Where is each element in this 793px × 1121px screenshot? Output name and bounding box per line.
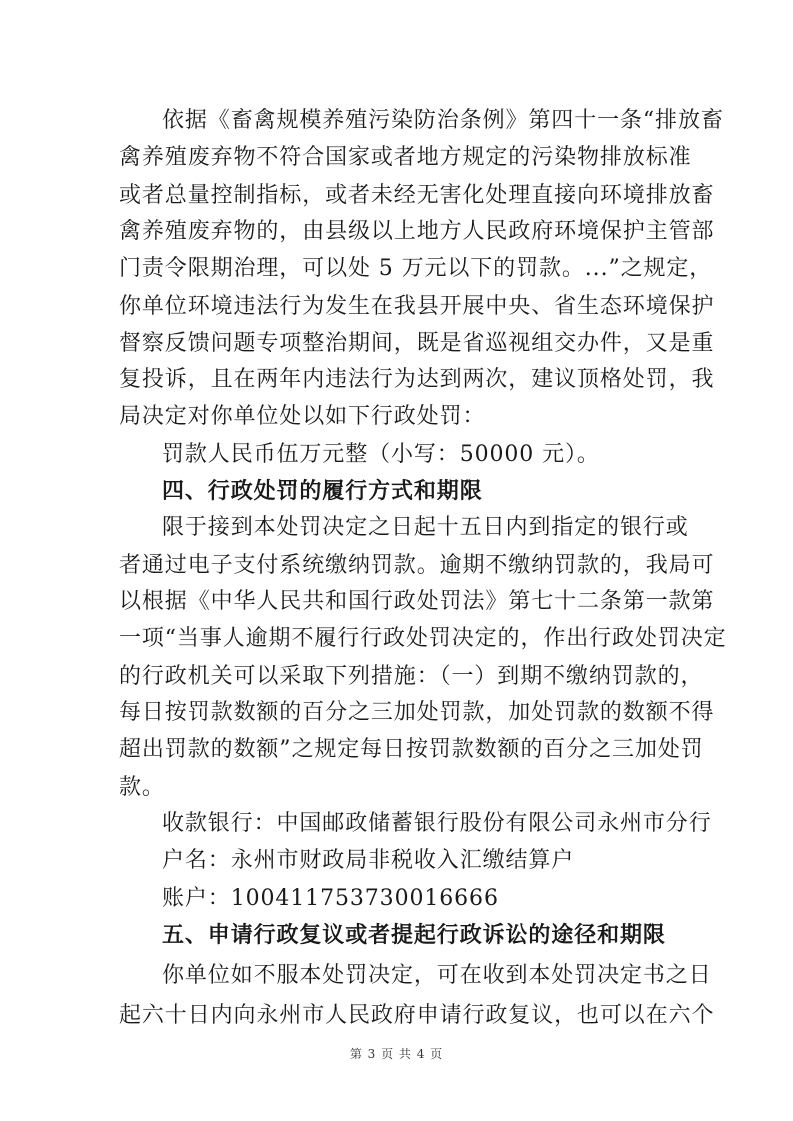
paragraph-line: 限于接到本处罚决定之日起十五日内到指定的银行或 [162, 515, 689, 540]
paragraph-line: 禽养殖废弃物的，由县级以上地方人民政府环境保护主管部 [119, 219, 715, 244]
paragraph-line: 超出罚款的数额”之规定每日按罚款数额的百分之三加处罚 [119, 737, 704, 762]
account-name-line: 户名：永州市财政局非税收入汇缴结算户 [162, 848, 575, 873]
section-heading-5: 五、申请行政复议或者提起行政诉讼的途径和期限 [162, 922, 666, 948]
paragraph-line: 者通过电子支付系统缴纳罚款。逾期不缴纳罚款的，我局可 [119, 553, 715, 578]
paragraph-line: 督察反馈问题专项整治期间，既是省巡视组交办件，又是重 [119, 331, 715, 356]
paragraph-line: 每日按罚款数额的百分之三加处罚款，加处罚款的数额不得 [119, 700, 715, 725]
paragraph-line: 一项“当事人逾期不履行行政处罚决定的，作出行政处罚决定 [119, 626, 727, 651]
paragraph-line: 的行政机关可以采取下列措施：（一）到期不缴纳罚款的， [119, 664, 704, 689]
paragraph-line: 起六十日内向永州市人民政府申请行政复议，也可以在六个 [119, 1003, 715, 1028]
page-number-footer: 第 3 页 共 4 页 [349, 1047, 444, 1061]
paragraph-line: 你单位如不服本处罚决定，可在收到本处罚决定书之日 [162, 963, 712, 988]
bank-name-line: 收款银行：中国邮政储蓄银行股份有限公司永州市分行 [162, 811, 712, 836]
penalty-amount-line: 罚款人民币伍万元整（小写：50000 元）。 [162, 442, 600, 467]
paragraph-line: 依据《畜禽规模养殖污染防治条例》第四十一条“排放畜 [162, 108, 724, 133]
paragraph-line: 款。 [119, 775, 165, 800]
paragraph-line: 复投诉，且在两年内违法行为达到两次，建议顶格处罚，我 [119, 367, 715, 392]
paragraph-line: 禽养殖废弃物不符合国家或者地方规定的污染物排放标准 [119, 145, 692, 170]
paragraph-line: 门责令限期治理，可以处 5 万元以下的罚款。...”之规定， [119, 256, 713, 281]
paragraph-line: 以根据《中华人民共和国行政处罚法》第七十二条第一款第 [119, 589, 715, 614]
paragraph-line: 你单位环境违法行为发生在我县开展中央、省生态环境保护 [119, 294, 715, 319]
account-number-line: 账户：100411753730016666 [162, 886, 499, 911]
paragraph-line: 局决定对你单位处以如下行政处罚： [119, 404, 486, 429]
section-heading-4: 四、行政处罚的履行方式和期限 [162, 478, 483, 504]
paragraph-line: 或者总量控制指标，或者未经无害化处理直接向环境排放畜 [119, 183, 715, 208]
